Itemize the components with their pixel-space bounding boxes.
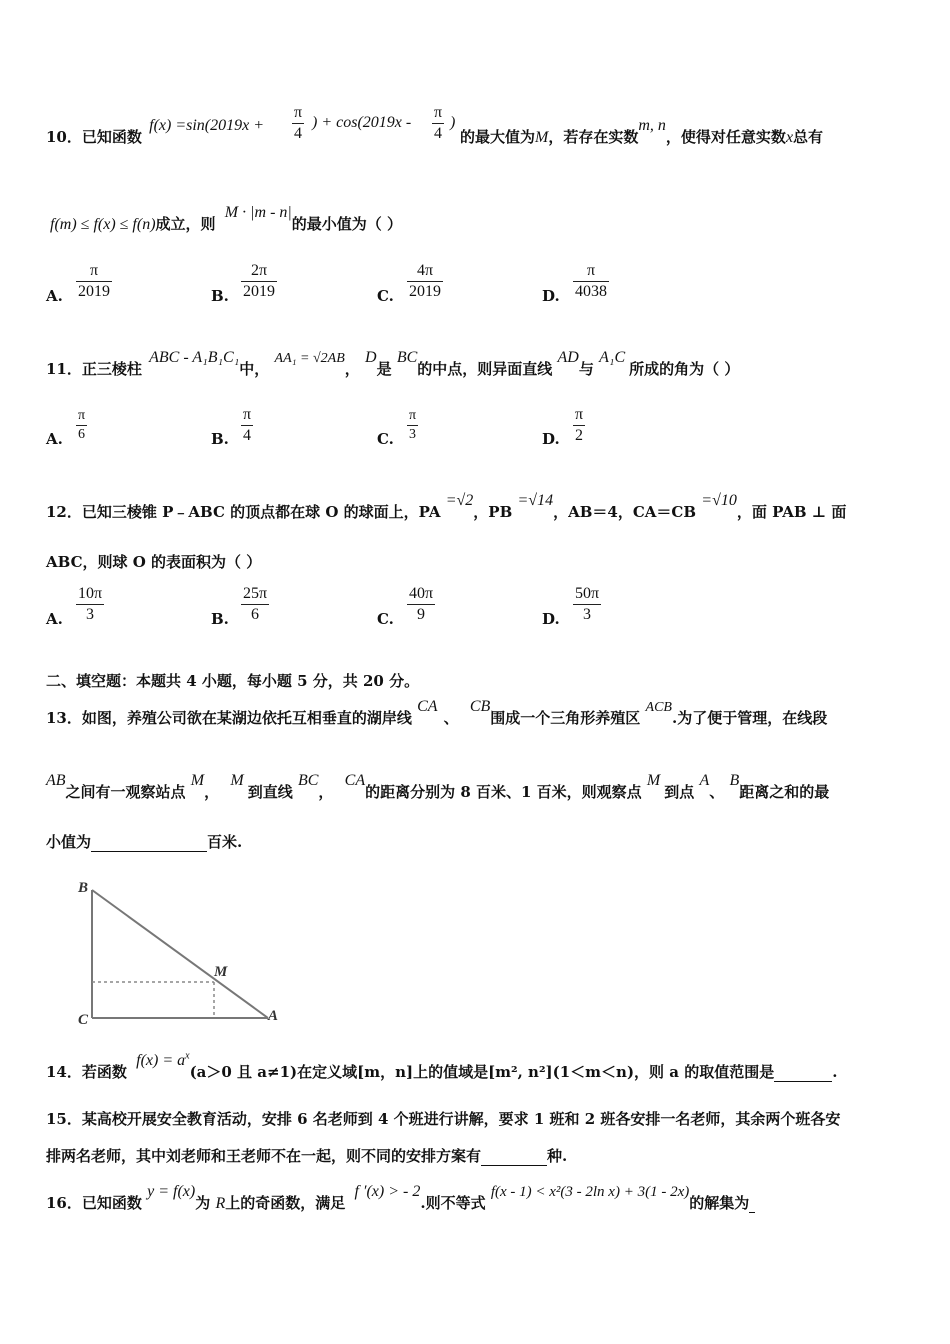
option-value: 25π 6 (243, 585, 268, 623)
q13-line3: 小值为 百米. (46, 833, 243, 851)
figure-label-m: M (214, 964, 228, 980)
figure-label-b: B (78, 880, 89, 896)
q15-line2: 排两名老师，其中刘老师和王老师不在一起，则不同的安排方案有 种. (46, 1147, 568, 1165)
q10-line1-tail: 的最大值为M，若存在实数m, n，使得对任意实数x总有 (460, 117, 824, 146)
option-value: 50π 3 (575, 585, 600, 623)
q15-line1: 15．某高校开展安全教育活动，安排 6 名老师到 4 个班进行讲解，要求 1 班和 2 班各安排一名老师，其余两个班各安 (46, 1110, 841, 1128)
section-heading: 二、填空题：本题共 4 小题，每小题 5 分，共 20 分。 (46, 672, 420, 690)
q13-line1: 13．如图，养殖公司欲在某湖边依托互相垂直的湖岸线 CA、 CB围成一个三角形养殖区 ACB.为了便于管理，在线段 (46, 698, 828, 727)
answer-blank (774, 1063, 832, 1082)
option-label: A. (46, 610, 63, 628)
option-value: 10π 3 (78, 585, 103, 623)
option-label: C. (377, 287, 394, 305)
option-value: 4π 2019 (409, 262, 441, 300)
q11-line1: 11．正三棱柱 ABC - A₁B₁C₁中， AA₁ = √2AB， D是 BC的中点，则异面直线 AD与 A₁C所成的角为（ ） (46, 349, 740, 378)
option-value: 40π 9 (409, 585, 434, 623)
option-value: π 4038 (575, 262, 607, 300)
figure-label-a: A (268, 1008, 279, 1024)
answer-blank (91, 833, 207, 852)
option-value: π 2 (575, 406, 584, 444)
q13-figure (70, 880, 290, 1030)
q10-frac-2: π 4 (434, 104, 443, 142)
figure-label-c: C (78, 1012, 89, 1028)
q12-line1: 12．已知三棱锥 P﹣ABC 的顶点都在球 O 的球面上，PA =√2，PB =√14，AB＝4，CA＝CB =√10，面 PAB ⊥ 面 (46, 492, 847, 521)
option-value: π 2019 (78, 262, 110, 300)
option-value: π 4 (243, 406, 252, 444)
option-label: D. (542, 430, 560, 448)
option-label: A. (46, 287, 63, 305)
option-value: π 3 (409, 408, 417, 442)
answer-blank (749, 1194, 755, 1213)
option-label: B. (211, 610, 229, 628)
q10-function: f(x) =sin(2019x + (149, 117, 265, 134)
option-value: 2π 2019 (243, 262, 275, 300)
option-value: π 6 (78, 408, 86, 442)
option-label: C. (377, 430, 394, 448)
q13-line2: AB之间有一观察站点 M， M到直线 BC， CA的距离分别为 8 百米、1 百米，则观察点 M到点 A、 B距离之和的最 (46, 772, 830, 801)
q14-line: 14．若函数 $f(x) = a^x(a>0$ 且 a≠1)在定义域[m，n]上的值域是[m², n²](1＜m＜n)，则 a 的取值范围是 . (46, 1050, 838, 1081)
q10-function-mid: ) + cos(2019x - (312, 114, 412, 131)
q10-line1: 10．已知函数 f(x) =sin(2019x + (46, 117, 265, 146)
q10-frac-1: π 4 (294, 104, 303, 142)
option-label: B. (211, 430, 229, 448)
option-label: D. (542, 610, 560, 628)
answer-blank (481, 1147, 547, 1166)
q16-line: 16．已知函数 y = f(x)为 R上的奇函数，满足 f ′(x) > - 2.则不等式 f(x - 1) < x²(3 - 2ln x) + 3(1 - 2x)的解集为 (46, 1192, 755, 1213)
q12-line2: ABC，则球 O 的表面积为（ ） (46, 553, 262, 571)
option-label: B. (211, 287, 229, 305)
q10-line2: f(m) ≤ f(x) ≤ f(n)成立，则 M · |m - n|的最小值为（ ） (50, 204, 403, 233)
option-label: C. (377, 610, 394, 628)
q10-number: 10． (46, 128, 82, 146)
option-label: A. (46, 430, 63, 448)
option-label: D. (542, 287, 560, 305)
